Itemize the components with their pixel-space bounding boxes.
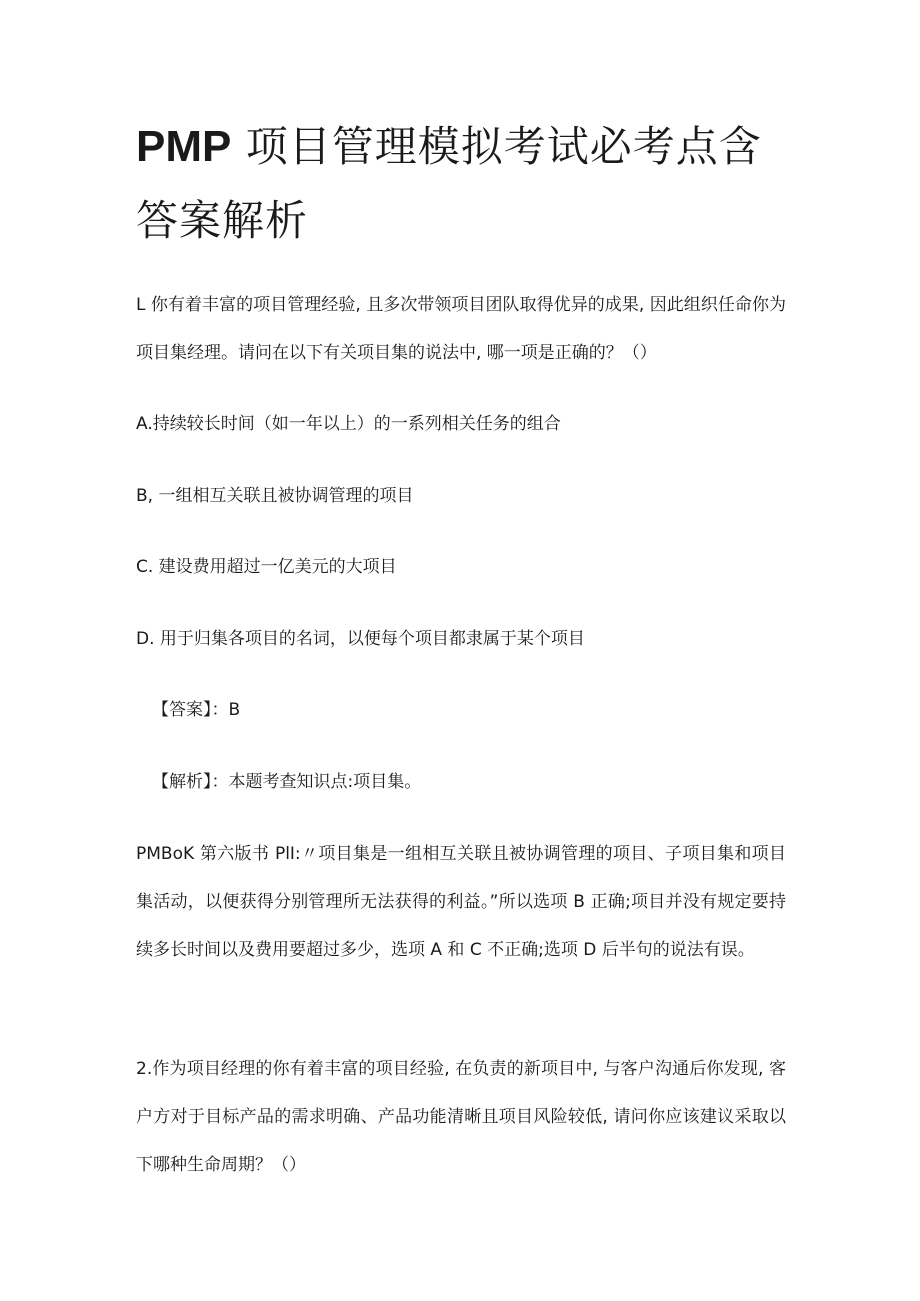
question-1-analysis-heading: 【解析】：本题考查知识点:项目集。 — [152, 772, 422, 792]
question-2-text: 2.作为项目经理的你有着丰富的项目经验, 在负责的新项目中, 与客户沟通后你发现, 客户方对于目标产品的需求明确、产品功能清晰且项目风险较低, 请问你应该建议采取以下哪种生命周期？（） — [136, 1059, 786, 1175]
document-title — [136, 110, 796, 258]
question-1-analysis-body: PMBoK 第六版书 PlI:〃项目集是一组相互关联且被协调管理的项目、子项目集和项目集活动，以便获得分别管理所无法获得的利益。”所以选项 B 正确;项目并没有规定要持续多长时间以及费用要超过多少，选项 A 和 C 不正确;选项 D 后半句的说法有误。 — [136, 844, 786, 960]
question-1-option-b: B, 一组相互关联且被协调管理的项目 — [136, 486, 414, 506]
question-1-text: L 你有着丰富的项目管理经验, 且多次带领项目团队取得优异的成果, 因此组织任命你为项目集经理。请问在以下有关项目集的说法中, 哪一项是正确的？（） — [136, 295, 786, 363]
title-lead: PMP — [136, 122, 232, 171]
question-1-answer: 【答案】：B — [152, 700, 241, 720]
question-1-option-d: D. 用于归集各项目的名词，以便每个项目都隶属于某个项目 — [136, 629, 585, 649]
question-1-option-c: C. 建设费用超过一亿美元的大项目 — [136, 557, 397, 577]
question-1-option-a: A.持续较长时间（如一年以上）的一系列相关任务的组合 — [136, 414, 561, 434]
title-rest: 项目管理模拟考试必考点含答案解析 — [136, 122, 762, 245]
